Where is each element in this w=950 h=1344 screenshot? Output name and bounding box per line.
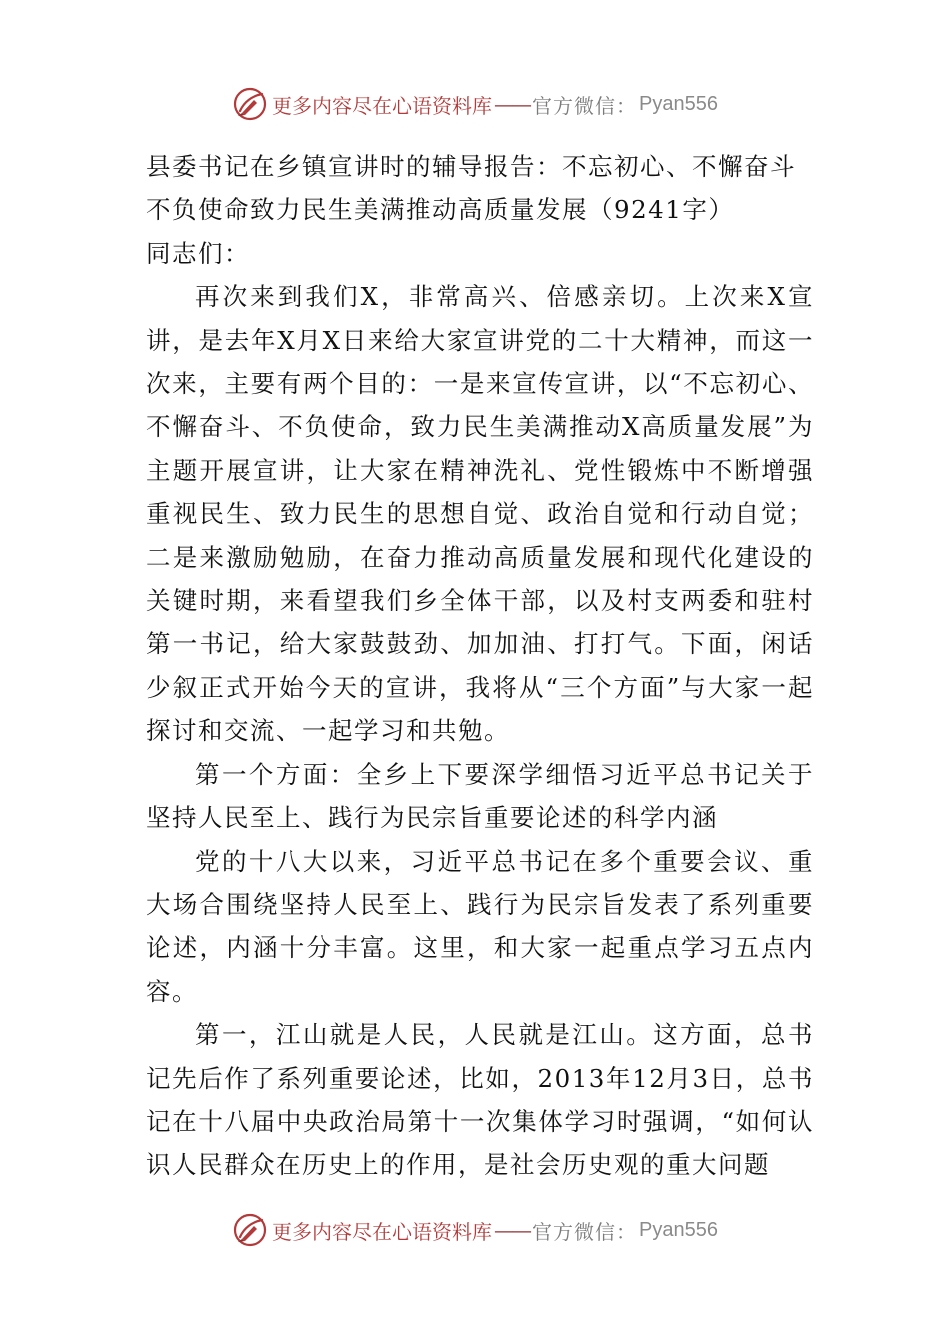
banner-dash: ——	[494, 1218, 531, 1242]
banner-wechat-label: 官方微信：	[532, 1219, 638, 1244]
document-title-line-1: 县委书记在乡镇宣讲时的辅导报告：不忘初心、不懈奋斗	[146, 152, 796, 181]
header-banner	[0, 84, 950, 124]
banner-brand: 更多内容尽在心语资料库	[272, 93, 493, 118]
paragraph-point-1: 第一，江山就是人民，人民就是江山。这方面，总书记先后作了系列重要论述，比如，2013年12月3日，总书记在十八届中央政治局第十一次集体学习时强调，“如何认识人民群众在历史上的作用，是社会历史观的重大问题	[146, 1020, 814, 1180]
paragraph-intro: 再次来到我们X，非常高兴、倍感亲切。上次来X宣讲，是去年X月X日来给大家宣讲党的二十大精神，而这一次来，主要有两个目的：一是来宣传宣讲，以“不忘初心、不懈奋斗、不负使命，致力民生美满推动X高质量发展”为主题开展宣讲，让大家在精神洗礼、党性锻炼中不断增强重视民生、致力民生的思想自觉、政治自觉和行动自觉；二是来激励勉励，在奋力推动高质量发展和现代化建设的关键时期，来看望我们乡全体干部，以及村支两委和驻村第一书记，给大家鼓鼓劲、加加油、打打气。下面，闲话少叙正式开始今天的宣讲，我将从“三个方面”与大家一起探讨和交流、一起学习和共勉。	[146, 282, 814, 746]
banner-wechat-label: 官方微信：	[532, 93, 638, 118]
document-title-line-2: 不负使命致力民生美满推动高质量发展（9241字）	[146, 195, 735, 225]
paragraph-section-1-intro: 党的十八大以来，习近平总书记在多个重要会议、重大场合围绕坚持人民至上、践行为民宗旨发表了系列重要论述，内涵十分丰富。这里，和大家一起重点学习五点内容。	[146, 846, 814, 1006]
banner-brand: 更多内容尽在心语资料库	[272, 1219, 493, 1244]
salutation: 同志们：	[146, 238, 250, 268]
footer-banner	[0, 1210, 950, 1250]
pen-logo-icon	[232, 86, 268, 122]
banner-dash: ——	[494, 92, 531, 116]
section-heading-1: 第一个方面：全乡上下要深学细悟习近平总书记关于坚持人民至上、践行为民宗旨重要论述的科学内涵	[146, 759, 814, 833]
banner-wechat-id: Pyan556	[639, 1218, 718, 1241]
pen-logo-icon	[232, 1212, 268, 1248]
document-body	[146, 145, 814, 1187]
banner-wechat-id: Pyan556	[639, 92, 718, 115]
